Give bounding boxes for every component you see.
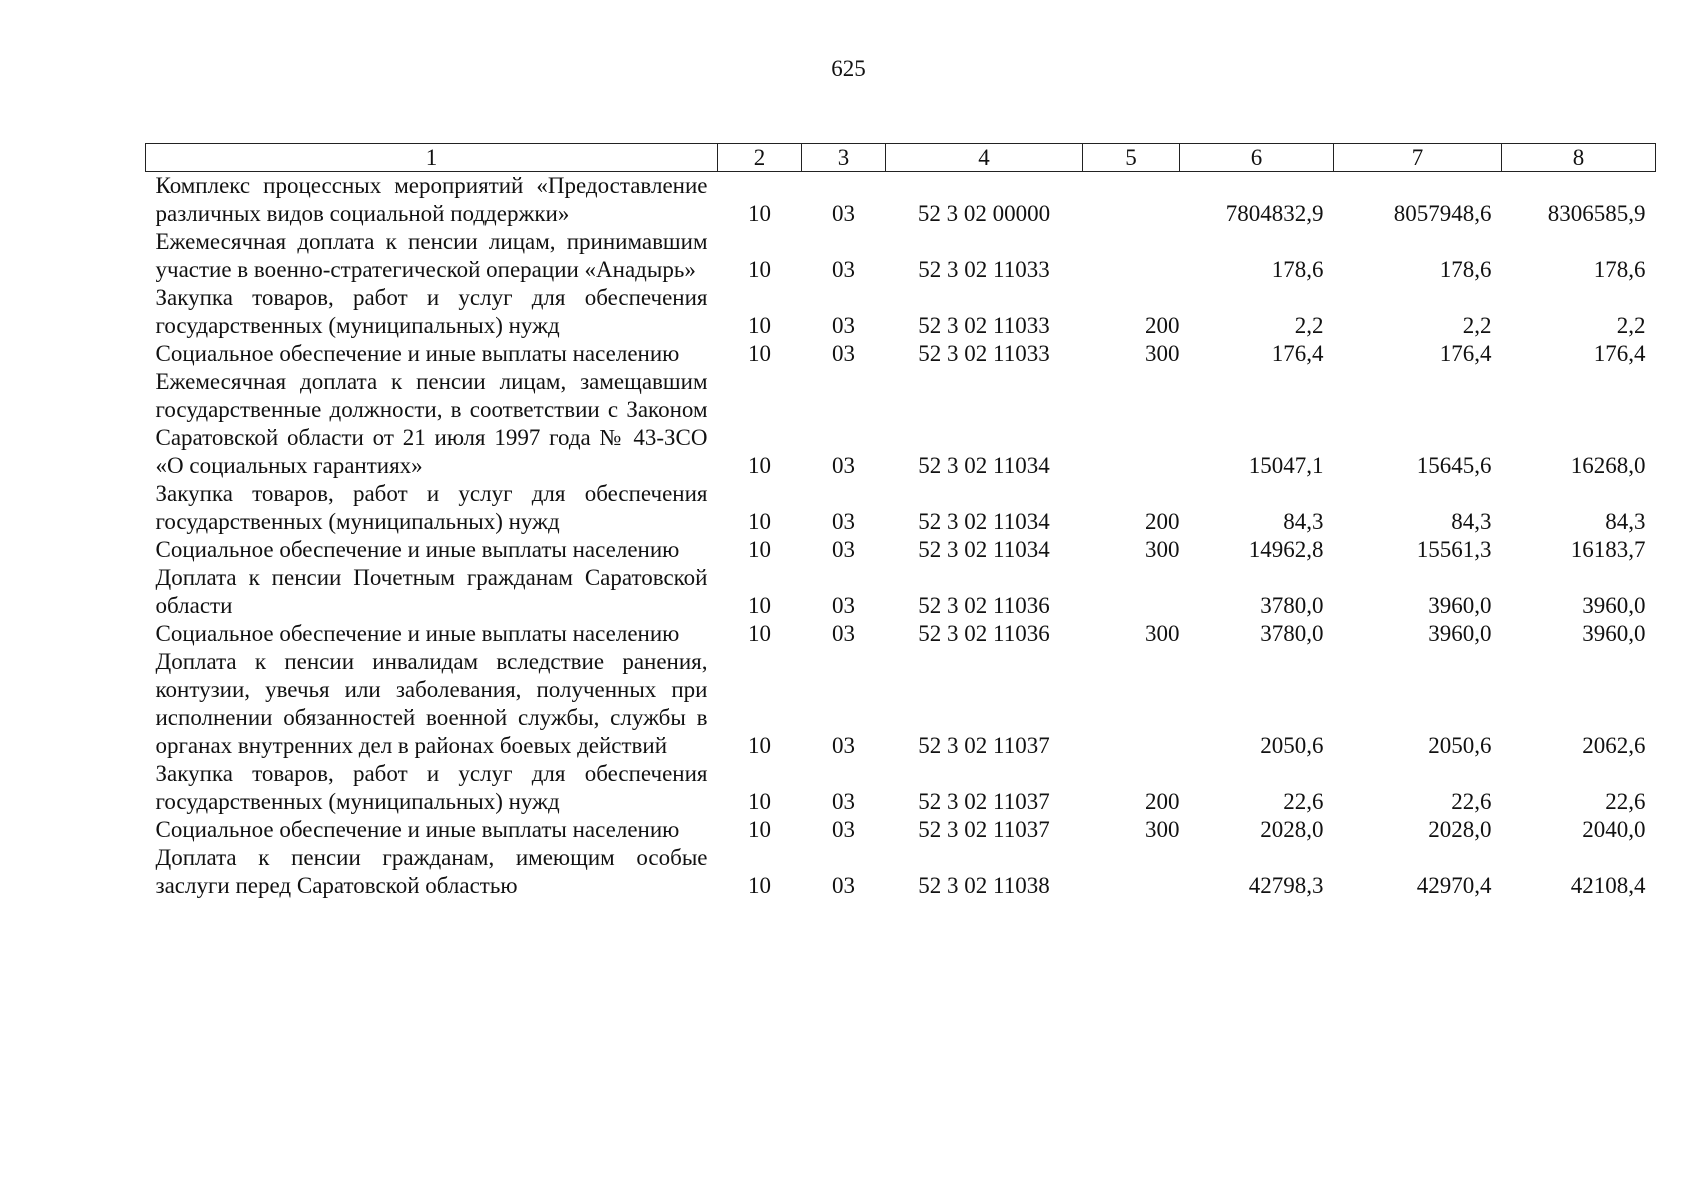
row-value-3: 2,2 xyxy=(1616,313,1646,338)
row-value-1: 3780,0 xyxy=(1260,621,1324,646)
row-value-1: 84,3 xyxy=(1283,509,1324,534)
row-subsection: 03 xyxy=(832,873,855,898)
row-value-1: 7804832,9 xyxy=(1225,201,1324,226)
row-target-code: 52 3 02 11037 xyxy=(918,789,1050,814)
row-value-1: 22,6 xyxy=(1283,789,1324,814)
row-expense-type: 200 xyxy=(1145,789,1180,814)
header-col-2: 2 xyxy=(718,144,802,172)
row-section: 10 xyxy=(748,873,771,898)
row-value-3: 2062,6 xyxy=(1582,733,1646,758)
row-expense-type xyxy=(1083,368,1180,480)
table-row xyxy=(146,564,1656,620)
table-row xyxy=(146,816,1656,844)
table-body xyxy=(146,172,1656,901)
row-target-code: 52 3 02 11037 xyxy=(918,733,1050,758)
table-row xyxy=(146,172,1656,229)
row-value-3: 8306585,9 xyxy=(1547,201,1646,226)
table-row xyxy=(146,284,1656,340)
row-section: 10 xyxy=(748,621,771,646)
row-subsection: 03 xyxy=(832,257,855,282)
row-section: 10 xyxy=(748,453,771,478)
row-target-code: 52 3 02 11036 xyxy=(918,593,1050,618)
row-section: 10 xyxy=(748,789,771,814)
row-value-2: 15645,6 xyxy=(1416,453,1492,478)
budget-table xyxy=(145,143,1656,900)
row-value-3: 42108,4 xyxy=(1570,873,1646,898)
row-subsection: 03 xyxy=(832,313,855,338)
row-value-3: 84,3 xyxy=(1605,509,1646,534)
row-subsection: 03 xyxy=(832,817,855,842)
row-value-1: 2050,6 xyxy=(1260,733,1324,758)
row-value-3: 178,6 xyxy=(1593,257,1646,282)
row-value-1: 14962,8 xyxy=(1248,537,1324,562)
row-target-code: 52 3 02 11034 xyxy=(918,509,1050,534)
row-value-3: 3960,0 xyxy=(1582,593,1646,618)
row-target-code: 52 3 02 00000 xyxy=(917,201,1051,226)
row-expense-type xyxy=(1083,648,1180,760)
row-name: Закупка товаров, работ и услуг для обеспечения государственных (муниципальных) нужд xyxy=(155,481,708,534)
header-col-3: 3 xyxy=(802,144,886,172)
row-value-2: 2050,6 xyxy=(1428,733,1492,758)
row-target-code: 52 3 02 11038 xyxy=(918,873,1050,898)
table-row xyxy=(146,760,1656,816)
row-value-2: 2,2 xyxy=(1462,313,1492,338)
header-row xyxy=(146,144,1656,172)
row-value-3: 176,4 xyxy=(1593,341,1646,366)
table-row xyxy=(146,480,1656,536)
row-section: 10 xyxy=(748,201,771,226)
row-subsection: 03 xyxy=(832,509,855,534)
row-name: Социальное обеспечение и иные выплаты населению xyxy=(155,341,680,366)
row-value-1: 3780,0 xyxy=(1260,593,1324,618)
row-value-1: 2028,0 xyxy=(1260,817,1324,842)
header-col-5: 5 xyxy=(1083,144,1180,172)
row-section: 10 xyxy=(748,313,771,338)
row-section: 10 xyxy=(748,509,771,534)
row-name: Закупка товаров, работ и услуг для обеспечения государственных (муниципальных) нужд xyxy=(155,285,708,338)
row-value-1: 178,6 xyxy=(1271,257,1324,282)
row-name: Доплата к пенсии гражданам, имеющим особые заслуги перед Саратовской областью xyxy=(155,845,708,898)
row-subsection: 03 xyxy=(832,453,855,478)
row-value-1: 42798,3 xyxy=(1248,873,1324,898)
row-section: 10 xyxy=(748,817,771,842)
row-name: Закупка товаров, работ и услуг для обеспечения государственных (муниципальных) нужд xyxy=(155,761,708,814)
row-name: Ежемесячная доплата к пенсии лицам, принимавшим участие в военно-стратегической операции «Анадырь» xyxy=(155,229,708,282)
row-target-code: 52 3 02 11036 xyxy=(918,621,1050,646)
row-target-code: 52 3 02 11033 xyxy=(918,257,1050,282)
row-section: 10 xyxy=(748,257,771,282)
header-col-1: 1 xyxy=(146,144,718,172)
table-row xyxy=(146,340,1656,368)
row-value-2: 178,6 xyxy=(1439,257,1492,282)
table-row xyxy=(146,368,1656,480)
row-expense-type xyxy=(1083,564,1180,620)
table-row xyxy=(146,844,1656,900)
row-value-2: 84,3 xyxy=(1451,509,1492,534)
row-name: Социальное обеспечение и иные выплаты населению xyxy=(155,817,680,842)
row-name: Ежемесячная доплата к пенсии лицам, замещавшим государственные должности, в соответствии с Законом Саратовской области от 21 июля 1997 года № 43-ЗСО «О социальных гарантиях» xyxy=(155,369,708,478)
row-value-1: 2,2 xyxy=(1294,313,1324,338)
row-section: 10 xyxy=(748,593,771,618)
row-expense-type xyxy=(1083,172,1180,229)
row-subsection: 03 xyxy=(832,593,855,618)
row-target-code: 52 3 02 11033 xyxy=(918,313,1050,338)
row-name: Доплата к пенсии инвалидам вследствие ранения, контузии, увечья или заболевания, полученных при исполнении обязанностей военной службы, службы в органах внутренних дел в районах боевых действий xyxy=(155,649,708,758)
row-subsection: 03 xyxy=(832,789,855,814)
row-value-2: 3960,0 xyxy=(1428,593,1492,618)
row-value-1: 15047,1 xyxy=(1248,453,1324,478)
row-value-3: 3960,0 xyxy=(1582,621,1646,646)
row-value-1: 176,4 xyxy=(1271,341,1324,366)
row-name: Социальное обеспечение и иные выплаты населению xyxy=(155,621,680,646)
header-col-6: 6 xyxy=(1180,144,1334,172)
row-expense-type: 200 xyxy=(1145,313,1180,338)
row-value-2: 176,4 xyxy=(1439,341,1492,366)
row-value-3: 2040,0 xyxy=(1582,817,1646,842)
row-value-3: 22,6 xyxy=(1605,789,1646,814)
row-subsection: 03 xyxy=(832,537,855,562)
row-target-code: 52 3 02 11033 xyxy=(918,341,1050,366)
row-value-3: 16183,7 xyxy=(1570,537,1646,562)
row-section: 10 xyxy=(748,537,771,562)
row-name: Доплата к пенсии Почетным гражданам Саратовской области xyxy=(155,565,708,618)
row-value-3: 16268,0 xyxy=(1570,453,1646,478)
table-row xyxy=(146,648,1656,760)
row-subsection: 03 xyxy=(832,733,855,758)
row-name: Социальное обеспечение и иные выплаты населению xyxy=(155,537,680,562)
row-expense-type xyxy=(1083,228,1180,284)
row-value-2: 2028,0 xyxy=(1428,817,1492,842)
page-number: 625 xyxy=(831,56,866,81)
header-col-4: 4 xyxy=(886,144,1083,172)
row-value-2: 3960,0 xyxy=(1428,621,1492,646)
header-col-7: 7 xyxy=(1334,144,1502,172)
row-target-code: 52 3 02 11034 xyxy=(918,537,1050,562)
row-expense-type xyxy=(1083,844,1180,900)
row-expense-type: 300 xyxy=(1145,341,1180,366)
row-value-2: 42970,4 xyxy=(1416,873,1492,898)
row-value-2: 22,6 xyxy=(1451,789,1492,814)
header-col-8: 8 xyxy=(1502,144,1656,172)
row-expense-type: 300 xyxy=(1145,621,1180,646)
row-name: Комплекс процессных мероприятий «Предоставление различных видов социальной поддержки» xyxy=(155,173,708,226)
table-row xyxy=(146,620,1656,648)
row-section: 10 xyxy=(748,733,771,758)
row-subsection: 03 xyxy=(832,621,855,646)
row-expense-type: 200 xyxy=(1145,509,1180,534)
row-value-2: 15561,3 xyxy=(1416,537,1492,562)
row-target-code: 52 3 02 11037 xyxy=(918,817,1050,842)
row-section: 10 xyxy=(748,341,771,366)
table-header xyxy=(146,144,1656,172)
table-row xyxy=(146,536,1656,564)
table-row xyxy=(146,228,1656,284)
row-expense-type: 300 xyxy=(1145,817,1180,842)
row-expense-type: 300 xyxy=(1145,537,1180,562)
row-subsection: 03 xyxy=(832,341,855,366)
row-value-2: 8057948,6 xyxy=(1393,201,1492,226)
row-target-code: 52 3 02 11034 xyxy=(918,453,1050,478)
row-subsection: 03 xyxy=(832,201,855,226)
